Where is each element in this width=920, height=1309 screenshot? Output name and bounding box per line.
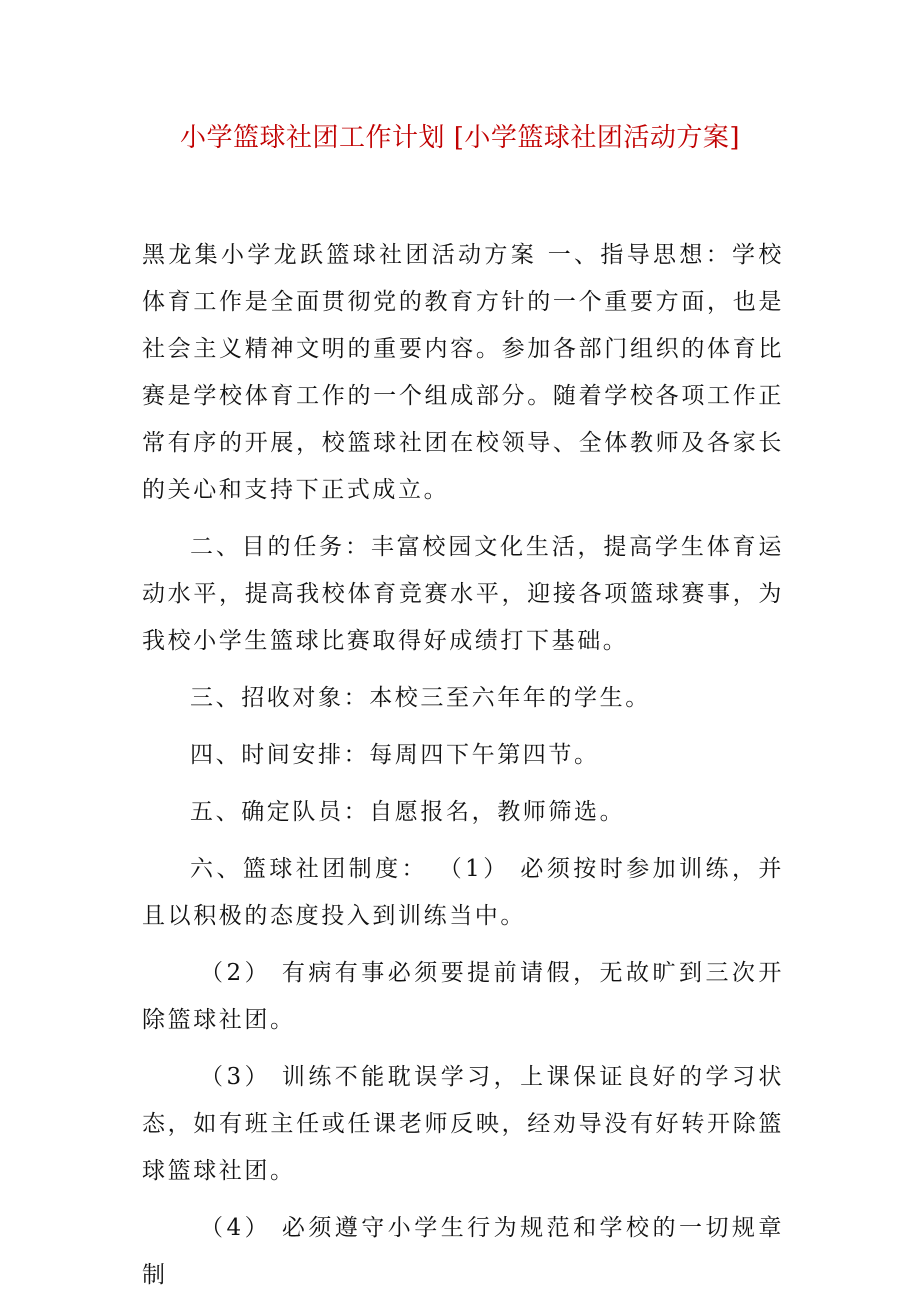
paragraph-team-selection: 五、确定队员：自愿报名，教师筛选。 [190, 799, 626, 825]
paragraph-rule-4: （4） 必须遵守小学生行为规范和学校的一切规章制 [142, 1215, 784, 1288]
document-title: 小学篮球社团工作计划 [小学篮球社团活动方案] [179, 123, 741, 153]
paragraph-club-rules: 六、篮球社团制度： （1） 必须按时参加训练，并且以积极的态度投入到训练当中。 [142, 856, 784, 929]
paragraph-rule-2: （2） 有病有事必须要提前请假，无故旷到三次开除篮球社团。 [142, 960, 784, 1033]
paragraph-objectives: 二、目的任务：丰富校园文化生活，提高学生体育运动水平，提高我校体育竞赛水平，迎接各项篮球赛事，为我校小学生篮球比赛取得好成绩打下基础。 [142, 534, 784, 654]
paragraph-schedule: 四、时间安排：每周四下午第四节。 [190, 742, 600, 768]
paragraph-guiding-ideology: 黑龙集小学龙跃篮球社团活动方案 一、指导思想：学校体育工作是全面贯彻党的教育方针的一个重要方面，也是社会主义精神文明的重要内容。参加各部门组织的体育比赛是学校体育工作的一个组成部分。随着学校各项工作正常有序的开展，校篮球社团在校领导、全体教师及各家长的关心和支持下正式成立。 [142, 242, 784, 503]
paragraph-rule-3: （3） 训练不能耽误学习，上课保证良好的学习状态，如有班主任或任课老师反映，经劝导没有好转开除篮球篮球社团。 [142, 1064, 784, 1184]
document-body [142, 232, 784, 1309]
paragraph-enrollment: 三、招收对象：本校三至六年年的学生。 [190, 685, 651, 711]
